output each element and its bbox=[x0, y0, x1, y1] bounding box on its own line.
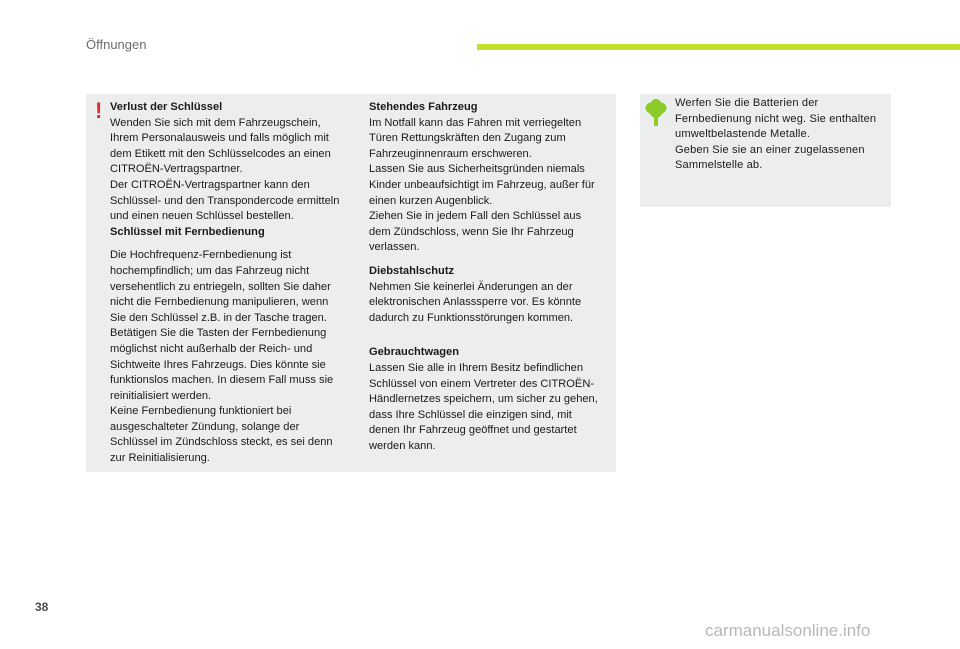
text-line: Schlüssel im Zündschloss steckt, es sei denn bbox=[110, 436, 333, 449]
text-line: Nehmen Sie keinerlei Änderungen an der bbox=[369, 280, 573, 293]
text-line: Lassen Sie aus Sicherheitsgründen niemals bbox=[369, 163, 585, 176]
text-line: Wenden Sie sich mit dem Fahrzeugschein, bbox=[110, 116, 321, 129]
text-line: Kinder unbeaufsichtigt im Fahrzeug, außer für bbox=[369, 178, 595, 191]
text-line: zur Reinitialisierung. bbox=[110, 452, 210, 465]
text-line: Betätigen Sie die Tasten der Fernbedienung bbox=[110, 327, 327, 340]
text-line: dadurch zu Funktionsstörungen kommen. bbox=[369, 311, 574, 324]
text-line: umweltbelastende Metalle. bbox=[675, 128, 811, 141]
parked-vehicle-title: Stehendes Fahrzeug bbox=[369, 101, 478, 113]
text-line: funktionslos machen. In diesem Fall muss sie bbox=[110, 374, 334, 387]
text-line: Keine Fernbedienung funktioniert bei bbox=[110, 405, 292, 418]
warning-column-1 bbox=[110, 100, 353, 467]
text-line: Ziehen Sie in jedem Fall den Schlüssel aus bbox=[369, 210, 582, 223]
text-line: Lassen Sie alle in Ihrem Besitz befindlichen bbox=[369, 361, 583, 374]
text-line: Geben Sie sie an einer zugelassenen bbox=[675, 143, 865, 156]
text-line: dem Etikett mit den Schlüsselcodes an einen bbox=[110, 147, 331, 160]
text-line: möglichst nicht außerhalb der Reich- und bbox=[110, 342, 313, 355]
text-line: Schlüssel- und den Transpondercode ermitteln bbox=[110, 194, 340, 207]
text-line: werden kann. bbox=[369, 439, 436, 452]
text-line: ausgeschalteter Zündung, solange der bbox=[110, 420, 300, 433]
accent-bar bbox=[477, 44, 960, 50]
text-line: nicht die Fernbedienung manipulieren, wenn bbox=[110, 296, 329, 309]
text-line: versehentlich zu entriegeln, sollten Sie daher bbox=[110, 280, 331, 293]
eco-text bbox=[675, 96, 887, 174]
text-line: dass Ihre Schlüssel die einzigen sind, mit bbox=[369, 408, 572, 421]
text-line: Ihrem Personalausweis und falls möglich mit bbox=[110, 132, 329, 145]
text-line: und einen neuen Schlüssel bestellen. bbox=[110, 210, 294, 223]
text-line: Die Hochfrequenz-Fernbedienung ist bbox=[110, 249, 292, 262]
text-line: verlassen. bbox=[369, 241, 420, 254]
text-line: Sichtweite Ihres Fahrzeugs. Dies könnte sie bbox=[110, 358, 326, 371]
tree-icon bbox=[645, 99, 667, 127]
text-line: elektronischen Anlasssperre vor. Es könnte bbox=[369, 296, 582, 309]
used-car-title: Gebrauchtwagen bbox=[369, 346, 460, 359]
text-line: CITROËN-Vertragspartner. bbox=[110, 163, 243, 176]
text-line: einen kurzen Augenblick. bbox=[369, 194, 493, 207]
text-line: reinitialisiert werden. bbox=[110, 389, 212, 402]
text-line: dem Zündschloss, wenn Sie Ihr Fahrzeug bbox=[369, 225, 574, 238]
section-title: Öffnungen bbox=[86, 37, 147, 52]
text-line: Sammelstelle ab. bbox=[675, 159, 763, 172]
page-number: 38 bbox=[35, 600, 49, 614]
text-line: Fernbedienung nicht weg. Sie enthalten bbox=[675, 112, 877, 125]
text-line: Fahrzeuginnenraum erschweren. bbox=[369, 147, 532, 160]
text-line: Schlüssel von einem Vertreter des CITROËN- bbox=[369, 377, 595, 390]
exclamation-icon: ! bbox=[95, 98, 103, 123]
lost-keys-title: Verlust der Schlüssel bbox=[110, 101, 223, 113]
text-line: denen Ihr Fahrzeug geöffnet und gestartet bbox=[369, 424, 577, 437]
text-line: hochempfindlich; um das Fahrzeug nicht bbox=[110, 264, 310, 277]
theft-protection-title: Diebstahlschutz bbox=[369, 264, 455, 277]
text-line: Händlernetzes speichern, um sicher zu gehen, bbox=[369, 393, 598, 406]
text-line: Im Notfall kann das Fahren mit verriegelten bbox=[369, 116, 582, 129]
text-line: Sie den Schlüssel z.B. in der Tasche tragen. bbox=[110, 311, 327, 324]
text-line: Werfen Sie die Batterien der bbox=[675, 97, 819, 109]
watermark: carmanualsonline.info bbox=[705, 621, 871, 640]
remote-key-title: Schlüssel mit Fernbedienung bbox=[110, 225, 265, 238]
text-line: Türen Rettungskräften den Zugang zum bbox=[369, 132, 566, 145]
text-line: Der CITROËN-Vertragspartner kann den bbox=[110, 178, 310, 191]
warning-column-2 bbox=[369, 100, 609, 454]
